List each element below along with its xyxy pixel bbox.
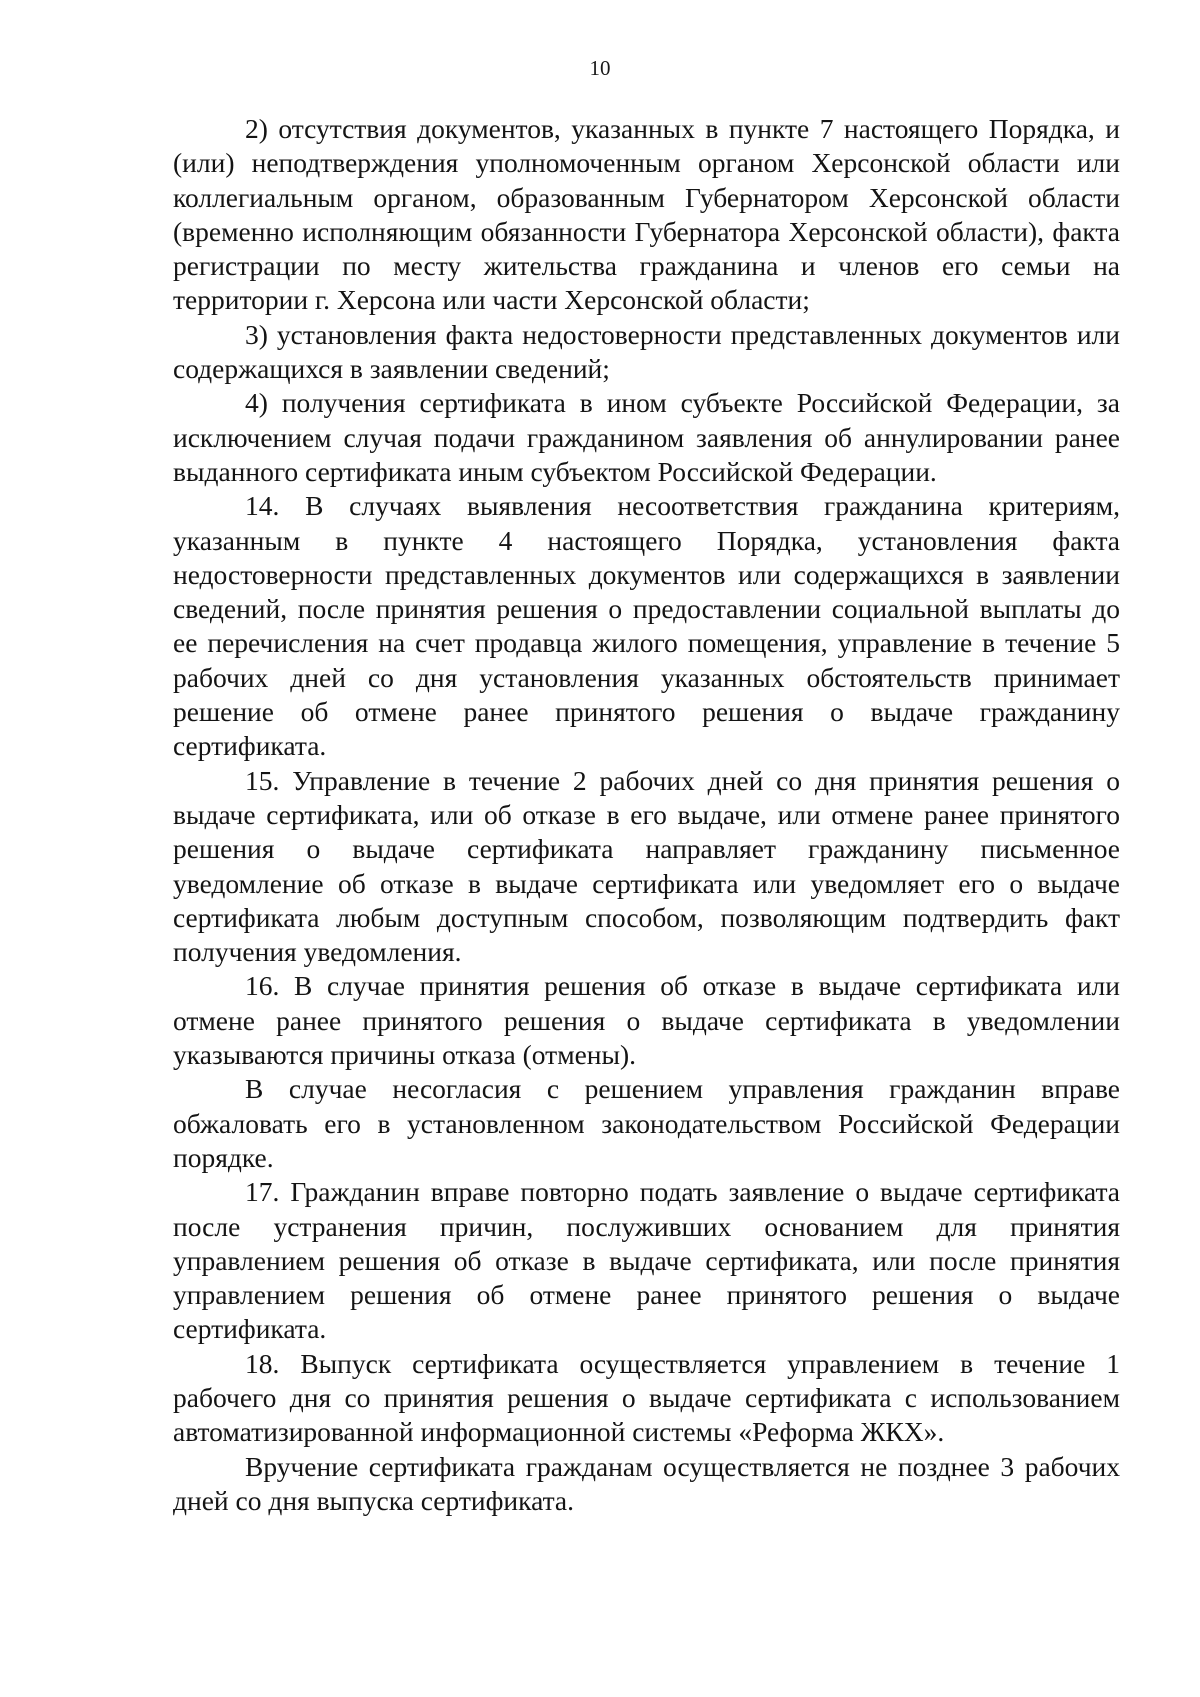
paragraph-clause-18: 18. Выпуск сертификата осуществляется управлением в течение 1 рабочего дня со принятия решения о выдаче сертификата с использованием автоматизированной информационной системы «Реформа ЖКХ». <box>173 1347 1120 1448</box>
page-number: 10 <box>589 56 611 80</box>
paragraph-item-3: 3) установления факта недостоверности представленных документов или содержащихся в заявлении сведений; <box>173 318 1120 385</box>
paragraph-clause-16: 16. В случае принятия решения об отказе в выдаче сертификата или отмене ранее принятого решения о выдаче сертификата в уведомлении указываются причины отказа (отмены). <box>173 970 1120 1071</box>
paragraph-item-4: 4) получения сертификата в ином субъекте Российской Федерации, за исключением случая подачи гражданином заявления об аннулировании ранее выданного сертификата иным субъектом Российской Федерации. <box>173 387 1120 487</box>
paragraph-clause-15: 15. Управление в течение 2 рабочих дней со дня принятия решения о выдаче сертификата, или об отказе в его выдаче, или отмене ранее принятого решения о выдаче сертификата направляет гражданину письменное уведомление об отказе в выдаче сертификата или уведомляет его о выдаче сертификата любым доступным способом, позволяющим подтвердить факт получения уведомления. <box>173 764 1120 968</box>
document-body <box>173 112 1120 1518</box>
paragraph-clause-14: 14. В случаях выявления несоответствия гражданина критериям, указанным в пункте 4 настоящего Порядка, установления факта недостоверности представленных документов или содержащихся в заявлении сведений, после принятия решения о предоставлении социальной выплаты до ее перечисления на счет продавца жилого помещения, управление в течение 5 рабочих дней со дня установления указанных обстоятельств принимает решение об отмене ранее принятого решения о выдаче гражданину сертификата. <box>173 490 1120 762</box>
paragraph-item-2: 2) отсутствия документов, указанных в пункте 7 настоящего Порядка, и (или) неподтверждения уполномоченным органом Херсонской области или коллегиальным органом, образованным Губернатором Херсонской области (временно исполняющим обязанности Губернатора Херсонской области), факта регистрации по месту жительства гражданина и членов его семьи на территории г. Херсона или части Херсонской области; <box>173 113 1120 316</box>
paragraph-delivery: Вручение сертификата гражданам осуществляется не позднее 3 рабочих дней со дня выпуска сертификата. <box>173 1450 1120 1516</box>
paragraph-appeal: В случае несогласия с решением управления гражданин вправе обжаловать его в установленном законодательством Российской Федерации порядке. <box>173 1073 1120 1173</box>
paragraph-clause-17: 17. Гражданин вправе повторно подать заявление о выдаче сертификата после устранения причин, послуживших основанием для принятия управлением решения об отказе в выдаче сертификата, или после принятия управлением решения об отмене ранее принятого решения о выдаче сертификата. <box>173 1176 1120 1345</box>
